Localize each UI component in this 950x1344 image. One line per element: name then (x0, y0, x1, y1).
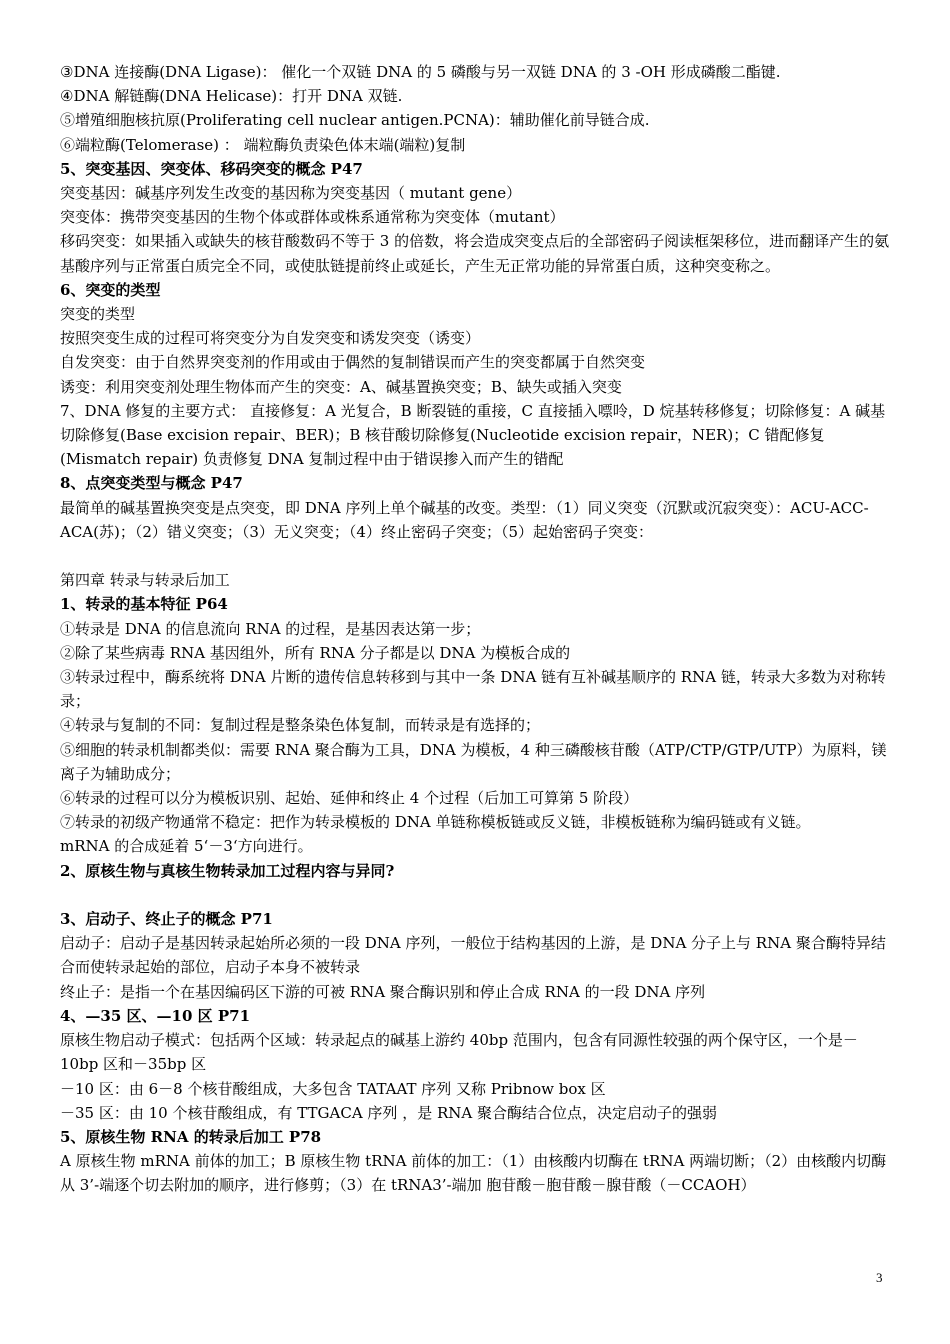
text-line: 突变体：携带突变基因的生物个体或群体或株系通常称为突变体（mutant） (60, 208, 565, 227)
section-heading: 1、转录的基本特征 P64 (60, 595, 228, 614)
section-heading: 3、启动子、终止子的概念 P71 (60, 910, 273, 929)
text-paragraph: ③转录过程中，酶系统将 DNA 片断的遗传信息转移到与其中一条 DNA 链有互补碱基顺序的 RNA 链，转录大多数为对称转录； (60, 668, 886, 711)
text-paragraph: 原核生物启动子模式：包括两个区域：转录起点的碱基上游约 40bp 范围内，包含有同源性较强的两个保守区，一个是－10bp 区和－35bp 区 (60, 1031, 858, 1074)
text-line: 诱变：利用突变剂处理生物体而产生的突变：A、碱基置换突变；B、缺失或插入突变 (60, 377, 622, 396)
text-line: ⑥端粒酶(Telomerase) ： 端粒酶负责染色体末端(端粒)复制 (60, 135, 466, 154)
text-line: ④转录与复制的不同：复制过程是整条染色体复制，而转录是有选择的； (60, 716, 541, 735)
text-line: ①转录是 DNA 的信息流向 RNA 的过程，是基因表达第一步； (60, 619, 481, 638)
text-line: ⑥转录的过程可以分为模板识别、起始、延伸和终止 4 个过程（后加工可算第 5 阶段） (60, 789, 639, 808)
page-number: 3 (876, 1270, 883, 1285)
chapter-title: 第四章 转录与转录后加工 (60, 571, 230, 590)
text-paragraph: A 原核生物 mRNA 前体的加工；B 原核生物 tRNA 前体的加工：（1）由核酸内切酶在 tRNA 两端切断；（2）由核酸内切酶从 3’-端逐个切去附加的顺序，进行修剪；（3）在 tRNA3’-端加 胞苷酸－胞苷酸－腺苷酸（－CCAOH） (60, 1152, 887, 1195)
section-heading: 5、突变基因、突变体、移码突变的概念 P47 (60, 159, 363, 178)
text-paragraph: 启动子：启动子是基因转录起始所必须的一段 DNA 序列，一般位于结构基因的上游，是 DNA 分子上与 RNA 聚合酶特异结合而使转录起始的部位，启动子本身不被转录 (60, 934, 886, 977)
text-line: ⑦转录的初级产物通常不稳定：把作为转录模板的 DNA 单链称模板链或反义链，非模板链称为编码链或有义链。 (60, 813, 811, 832)
text-line: mRNA 的合成延着 5‘－3‘方向进行。 (60, 837, 313, 856)
text-line: 终止子：是指一个在基因编码区下游的可被 RNA 聚合酶识别和停止合成 RNA 的一段 DNA 序列 (60, 982, 706, 1001)
text-line: ④DNA 解链酶(DNA Helicase)：打开 DNA 双链. (60, 87, 403, 106)
section-heading: 6、突变的类型 (60, 280, 161, 299)
text-paragraph: 最简单的碱基置换突变是点突变，即 DNA 序列上单个碱基的改变。类型：（1）同义突变（沉默或沉寂突变）：ACU-ACC-ACA(苏)；（2）错义突变；（3）无义突变；（4）终止密码子突变；（5）起始密码子突变： (60, 498, 869, 541)
blank-line (60, 883, 894, 907)
document-body (60, 60, 894, 1198)
text-line: ②除了某些病毒 RNA 基因组外，所有 RNA 分子都是以 DNA 为模板合成的 (60, 643, 571, 662)
section-heading: 8、点突变类型与概念 P47 (60, 474, 243, 493)
section-heading: 4、—35 区、—10 区 P71 (60, 1006, 251, 1025)
text-paragraph: 7、DNA 修复的主要方式： 直接修复：A 光复合，B 断裂链的重接，C 直接插入嘌呤，D 烷基转移修复；切除修复：A 碱基切除修复(Base excision repair、BER)；B 核苷酸切除修复(Nucleotide excision repair，NER)；C 错配修复 (Mismatch repair) 负责修复 DNA 复制过程中由于错误掺入而产生的错配 (60, 401, 886, 469)
text-line: 自发突变：由于自然界突变剂的作用或由于偶然的复制错误而产生的突变都属于自然突变 (60, 353, 646, 372)
section-heading: 2、原核生物与真核生物转录加工过程内容与异同? (60, 861, 395, 880)
text-paragraph: 移码突变：如果插入或缺失的核苷酸数码不等于 3 的倍数，将会造成突变点后的全部密码子阅读框架移位，进而翻译产生的氨基酸序列与正常蛋白质完全不同，或使肽链提前终止或延长，产生无正常功能的异常蛋白质，这种突变称之。 (60, 232, 890, 275)
blank-line (60, 544, 894, 568)
text-line: ③DNA 连接酶(DNA Ligase)： 催化一个双链 DNA 的 5 磷酸与另一双链 DNA 的 3 -OH 形成磷酸二酯键. (60, 63, 781, 81)
text-line: －35 区：由 10 个核苷酸组成，有 TTGACA 序列 ，是 RNA 聚合酶结合位点，决定启动子的强弱 (60, 1103, 717, 1122)
text-line: ⑤增殖细胞核抗原(Proliferating cell nuclear antigen.PCNA)：辅助催化前导链合成. (60, 111, 650, 130)
text-line: 突变的类型 (60, 305, 136, 324)
text-line: 突变基因：碱基序列发生改变的基因称为突变基因（ mutant gene） (60, 184, 522, 203)
text-paragraph: ⑤细胞的转录机制都类似：需要 RNA 聚合酶为工具，DNA 为模板，4 种三磷酸核苷酸（ATP/CTP/GTP/UTP）为原料，镁离子为辅助成分； (60, 740, 887, 783)
text-line: －10 区：由 6－8 个核苷酸组成，大多包含 TATAAT 序列 又称 Pribnow box 区 (60, 1079, 606, 1098)
text-line: 按照突变生成的过程可将突变分为自发突变和诱发突变（诱变） (60, 329, 481, 348)
section-heading: 5、原核生物 RNA 的转录后加工 P78 (60, 1127, 322, 1146)
